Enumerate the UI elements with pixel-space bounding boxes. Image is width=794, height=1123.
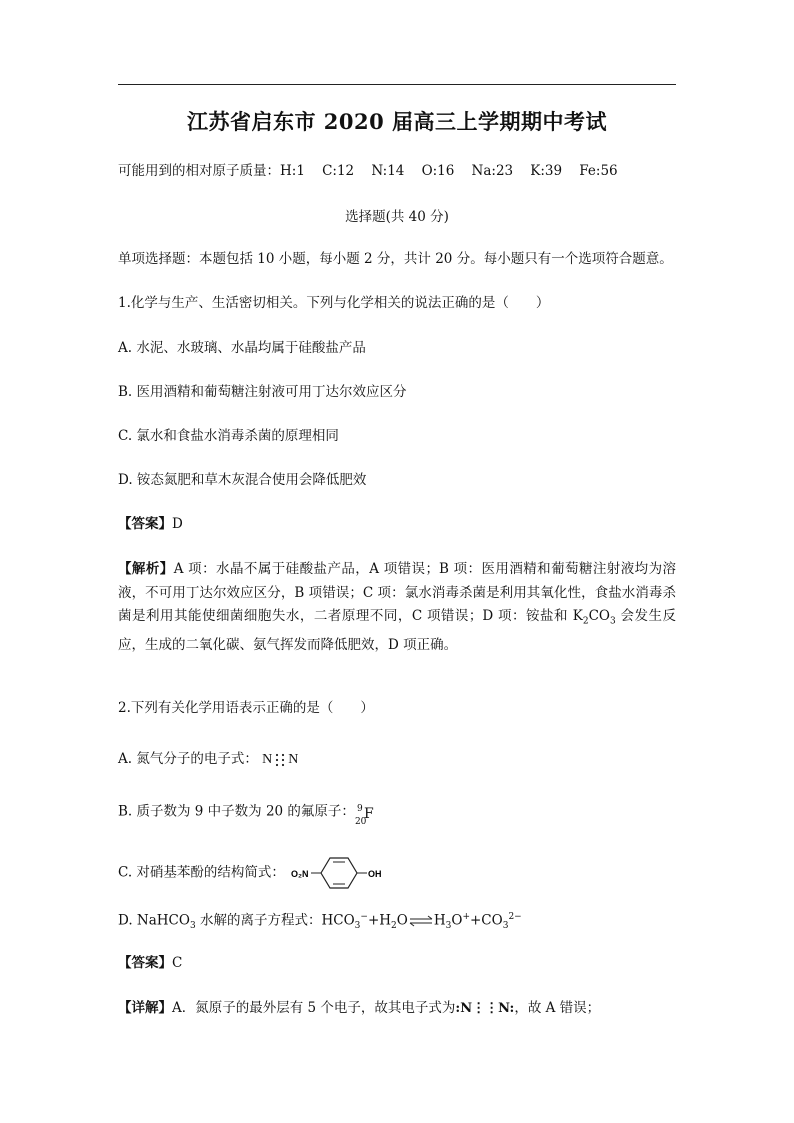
q1-option-d: D. 铵态氮肥和草木灰混合使用会降低肥效 xyxy=(118,472,367,488)
mass-na: Na:23 xyxy=(471,163,514,179)
structure-right-group: OH xyxy=(368,869,382,879)
q1-analysis-label: 【解析】 xyxy=(118,561,174,577)
q1-analysis-text-2: 会发生反应，生成的二氧化碳、氨气挥发而降低肥效，D 项正确。 xyxy=(118,608,676,654)
atomic-masses-label: 可能用到的相对原子质量： xyxy=(118,163,280,179)
isotope-neutron-number: 20 xyxy=(354,817,367,827)
mass-n: N:14 xyxy=(371,163,405,179)
structure-left-group: O₂N xyxy=(291,869,309,879)
mass-fe: Fe:56 xyxy=(579,163,618,179)
q2-option-d-text: 水解的离子方程式：HCO xyxy=(195,912,355,929)
fluorine-isotope xyxy=(354,800,375,827)
q2-stem: 2.下列有关化学用语表示正确的是（ ） xyxy=(118,700,374,716)
section-header: 选择题(共 40 分) xyxy=(345,209,449,225)
q1-answer xyxy=(118,513,183,535)
q1-analysis-text-1: A 项：水晶不属于硅酸盐产品，A 项错误；B 项：医用酒精和葡萄糖注射液均为溶液，不可用丁达尔效应区分，B 项错误；C 项：氯水消毒杀菌是利用其氧化性，食盐水消毒杀菌是利用其能使细菌细胞失水，二者原理不同，C 项错误；D 项：铵盐和 K xyxy=(118,561,677,624)
q1-option-a: A. 水泥、水玻璃、水晶均属于硅酸盐产品 xyxy=(118,340,366,356)
n2-atom-right: N xyxy=(288,752,299,767)
q2-option-d-sup5: 2− xyxy=(508,912,522,922)
equilibrium-arrow-icon xyxy=(408,915,434,927)
q2-option-d-co: +CO xyxy=(470,912,503,929)
q2-option-d-sup4: + xyxy=(462,912,470,922)
page-title: 江苏省启东市 2020 届高三上学期期中考试 xyxy=(186,109,608,134)
header-rule xyxy=(118,84,676,85)
q2-detail xyxy=(118,997,600,1020)
q2-option-d-sup2: − xyxy=(360,912,368,922)
mass-o: O:16 xyxy=(421,163,455,179)
q2-option-b xyxy=(118,800,375,827)
q2-option-d-sub4: 3 xyxy=(445,921,452,932)
q2-detail-label: 【详解】 xyxy=(118,1000,172,1016)
q2-option-d-mid: +H xyxy=(367,912,392,929)
q2-option-d xyxy=(118,906,522,937)
q2-option-b-label: B. 质子数为 9 中子数为 20 的氟原子： xyxy=(118,803,355,820)
q2-answer xyxy=(118,952,182,974)
q2-option-d-right: H xyxy=(433,912,446,929)
q2-option-d-sub5: 3 xyxy=(502,921,509,932)
q2-option-d-label: D. NaHCO xyxy=(118,912,190,929)
isotope-proton-number: 9 xyxy=(356,804,363,814)
q2-answer-value: C xyxy=(172,955,183,971)
q1-option-c: C. 氯水和食盐水消毒杀菌的原理相同 xyxy=(118,428,339,444)
q1-answer-label: 【答案】 xyxy=(118,516,172,532)
mass-h: H:1 xyxy=(280,163,305,179)
q2-option-a xyxy=(118,748,298,771)
q2-answer-label: 【答案】 xyxy=(118,955,172,971)
q2-option-d-sub3: 2 xyxy=(391,921,397,932)
atomic-masses-line xyxy=(118,160,618,182)
q2-option-d-o: O xyxy=(396,912,408,929)
q2-option-d-o2: O xyxy=(451,912,463,929)
mass-c: C:12 xyxy=(322,163,355,179)
n2-atom-left: N xyxy=(262,752,273,767)
q2-detail-formula: :N⋮⋮N: xyxy=(455,1001,515,1016)
q1-option-b: B. 医用酒精和葡萄糖注射液可用丁达尔效应区分 xyxy=(118,384,407,400)
instructions: 单项选择题：本题包括 10 小题，每小题 2 分，共计 20 分。每小题只有一个选项符合题意。 xyxy=(118,251,673,267)
q1-analysis-sub: 2 xyxy=(582,616,589,627)
p-nitrophenol-structure-icon xyxy=(289,856,399,890)
triple-bond-dots-icon xyxy=(272,751,288,769)
q1-analysis xyxy=(118,558,676,658)
q1-stem: 1.化学与生产、生活密切相关。下列与化学相关的说法正确的是（ ） xyxy=(118,295,550,311)
isotope-symbol: F xyxy=(363,806,374,822)
q2-option-a-label: A. 氮气分子的电子式： xyxy=(118,751,258,767)
q2-option-c xyxy=(118,856,399,890)
mass-k: K:39 xyxy=(530,163,563,179)
q2-option-d-sub: 3 xyxy=(189,921,196,932)
q1-answer-value: D xyxy=(172,516,183,532)
q2-option-c-label: C. 对硝基苯酚的结构简式： xyxy=(118,864,285,881)
q1-analysis-sub2: 3 xyxy=(610,616,616,627)
q1-analysis-co: CO xyxy=(588,608,610,624)
q2-detail-tail: ，故 A 错误； xyxy=(514,1000,601,1016)
q2-option-d-sub2: 3 xyxy=(354,921,361,932)
q2-detail-text: A．氮原子的最外层有 5 个电子，故其电子式为 xyxy=(172,1000,456,1016)
